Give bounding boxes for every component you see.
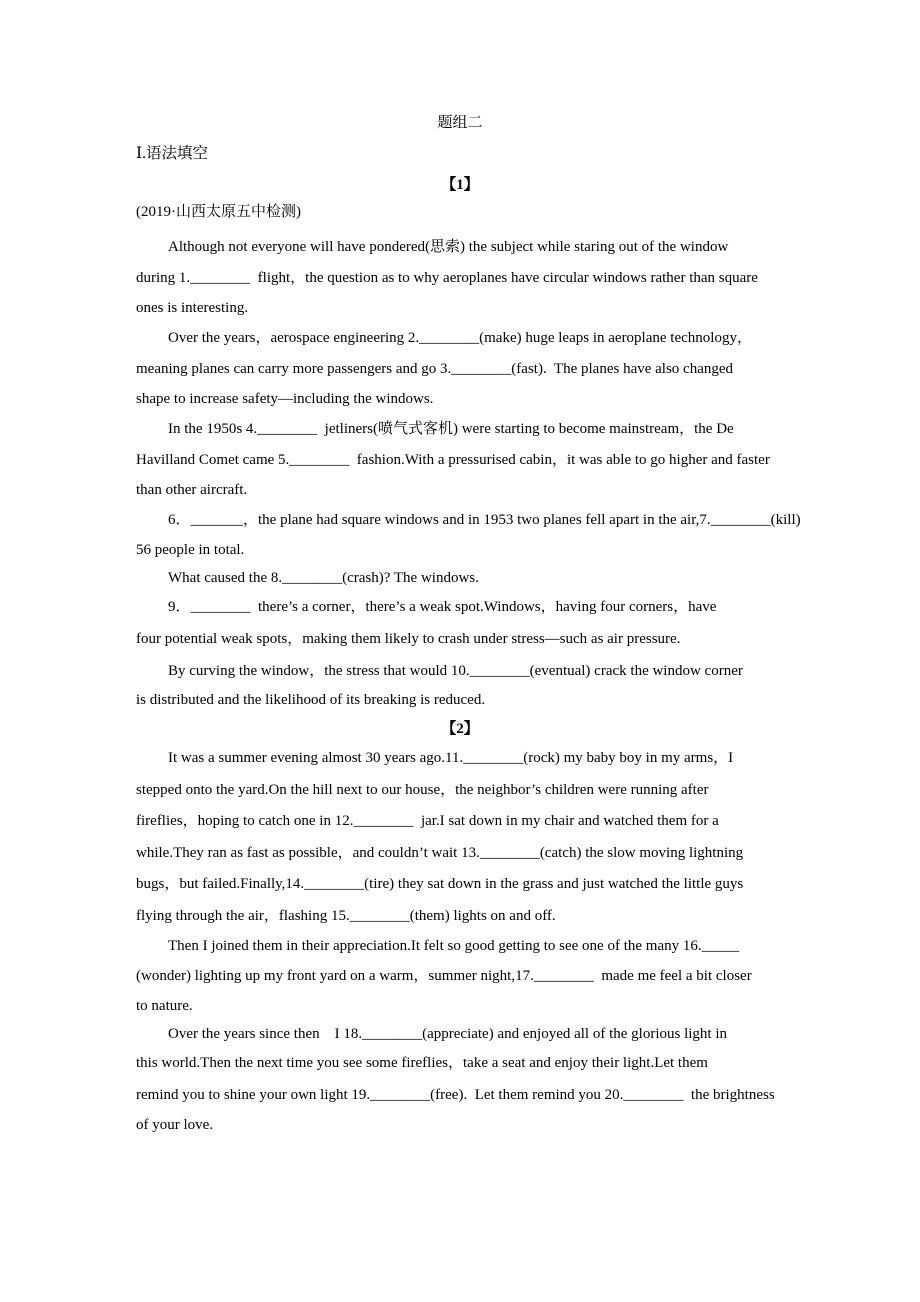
passage-1-line: 56 people in total. [136, 542, 245, 558]
passage-1-line: 6．_______，the plane had square windows and in 1953 two planes fell apart in the air,7.________(kill) [168, 512, 801, 528]
passage-1-line: Havilland Comet came 5.________ fashion.With a pressurised cabin，it was able to go higher and faster [136, 452, 770, 468]
passage-1-line: is distributed and the likelihood of its breaking is reduced. [136, 692, 486, 708]
passage-2-marker: 【2】 [441, 721, 479, 737]
passage-2-line: of your love. [136, 1117, 214, 1133]
passage-1-line: during 1.________ flight，the question as to why aeroplanes have circular windows rather than square [136, 270, 758, 286]
passage-1-line: four potential weak spots，making them likely to crash under stress—such as air pressure. [136, 631, 681, 647]
passage-2-line: this world.Then the next time you see some fireflies，take a seat and enjoy their light.Let them [136, 1055, 708, 1071]
passage-2-line: while.They ran as fast as possible，and couldn’t wait 13.________(catch) the slow moving lightning [136, 845, 744, 861]
passage-2-line: (wonder) lighting up my front yard on a warm，summer night,17.________ made me feel a bit closer [136, 968, 752, 984]
passage-2-line: to nature. [136, 998, 193, 1014]
passage-2-line: Over the years since then I 18.________(appreciate) and enjoyed all of the glorious light in [168, 1026, 727, 1042]
passage-2-line: Then I joined them in their appreciation.It felt so good getting to see one of the many 16._____ [168, 938, 740, 954]
passage-1-line: than other aircraft. [136, 482, 248, 498]
passage-2-line: flying through the air，flashing 15.________(them) lights on and off. [136, 908, 556, 924]
passage-1-line: shape to increase safety—including the windows. [136, 391, 434, 407]
passage-2-line: fireflies，hoping to catch one in 12.________ jar.I sat down in my chair and watched them for a [136, 813, 719, 829]
passage-1-line: What caused the 8.________(crash)? The windows. [168, 570, 479, 586]
passage-1-line: 9．________ there’s a corner，there’s a weak spot.Windows，having four corners，have [168, 599, 717, 615]
passage-2-line: remind you to shine your own light 19.________(free). Let them remind you 20.________ the brightness [136, 1087, 775, 1103]
passage-1-line: meaning planes can carry more passengers and go 3.________(fast). The planes have also changed [136, 361, 734, 377]
group-title: 题组二 [437, 115, 483, 131]
passage-1-line: ones is interesting. [136, 300, 249, 316]
section-heading: Ⅰ.语法填空 [136, 145, 208, 162]
passage-2-line: bugs，but failed.Finally,14.________(tire) they sat down in the grass and just watched the little guys [136, 876, 744, 892]
passage-1-line: In the 1950s 4.________ jetliners(喷气式客机) were starting to become mainstream，the De [168, 421, 734, 437]
passage-1-line: Over the years，aerospace engineering 2.________(make) huge leaps in aeroplane technology， [168, 330, 752, 346]
passage-2-line: stepped onto the yard.On the hill next to our house，the neighbor’s children were running after [136, 782, 709, 798]
passage-1-line: By curving the window，the stress that would 10.________(eventual) crack the window corner [168, 663, 743, 679]
passage-2-line: It was a summer evening almost 30 years ago.11.________(rock) my baby boy in my arms，I [168, 750, 734, 766]
passage-1-line: Although not everyone will have pondered(思索) the subject while staring out of the window [168, 239, 729, 255]
passage-1-marker: 【1】 [441, 177, 479, 193]
passage-1-source: (2019·山西太原五中检测) [136, 204, 301, 220]
